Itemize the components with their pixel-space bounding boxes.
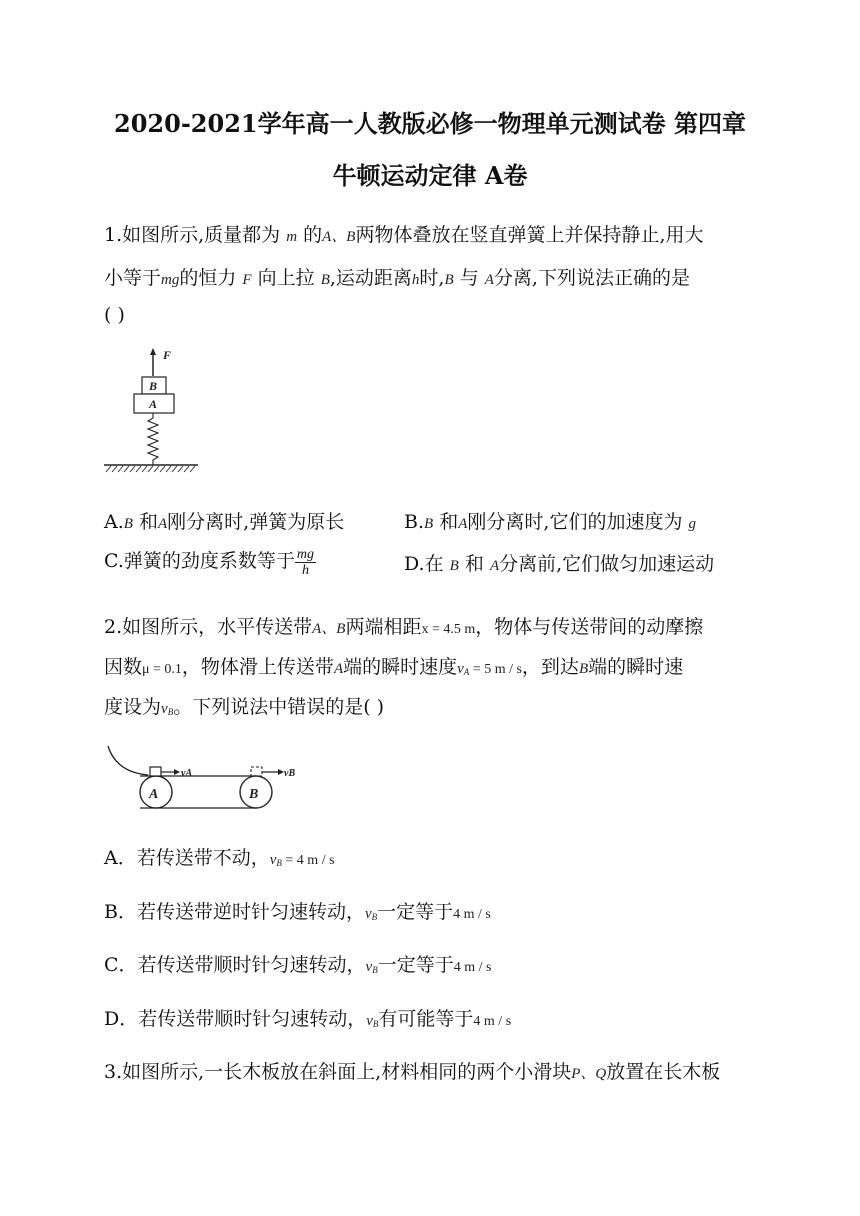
q1-line-3: ( ) xyxy=(104,304,125,326)
math-mu-value: μ = 0.1 xyxy=(142,662,182,677)
figure-label-b: B xyxy=(149,379,158,393)
q2-option-c: C．若传送带顺时针匀速转动，$v_B$一定等于4 m / s xyxy=(104,954,492,976)
q2-option-d: D．若传送带顺时针匀速转动，$v_B$有可能等于4 m / s xyxy=(104,1008,512,1030)
q1-option-a: A.B 和A刚分离时,弹簧为原长 xyxy=(104,511,345,533)
q1-option-d: D.在 B 和 A分离前,它们做匀加速运动 xyxy=(404,553,715,575)
incline-ramp xyxy=(108,746,148,775)
velocity-label-va: vA xyxy=(181,768,193,779)
q2-line-3: 度设为$v_B$。下列说法中错误的是( ) xyxy=(104,696,385,718)
q1-spring-figure xyxy=(100,344,204,476)
q2-line-2: 因数μ = 0.1，物体滑上传送带A端的瞬时速度$v_A = 5$ m / s，到达B端的瞬时速 xyxy=(104,656,684,678)
math-va: $v_A$ xyxy=(457,661,470,677)
math-vb: $v_B$ xyxy=(161,701,174,717)
block-start xyxy=(150,767,161,776)
q1-option-c: C.弹簧的劲度系数等于 $\frac{mg}{h}$ xyxy=(104,546,315,578)
q2-option-b: B．若传送带逆时针匀速转动，$v_B$一定等于4 m / s xyxy=(104,901,491,923)
math-h: h xyxy=(411,272,420,288)
q1-option-b: B.B 和A刚分离时,它们的加速度为 g xyxy=(404,511,697,533)
velocity-label-vb: vB xyxy=(284,768,296,779)
figure-label-a: A xyxy=(149,397,158,411)
spring xyxy=(148,413,158,465)
block-end-dashed xyxy=(251,767,262,776)
math-b: B xyxy=(320,272,330,288)
q2-conveyor-figure xyxy=(104,742,304,814)
math-x-value: x = 4.5 m xyxy=(421,622,476,637)
math-a: A xyxy=(484,272,494,288)
math-m: m xyxy=(286,229,298,245)
q1-line-1: 1.如图所示,质量都为 m 的A、B两物体叠放在竖直弹簧上并保持静止,用大 xyxy=(104,224,704,246)
q1-line-2: 小等于mg的恒力 F 向上拉 B,运动距离h时,B 与 A分离,下列说法正确的是 xyxy=(104,267,690,289)
pulley-label-b: B xyxy=(249,787,259,802)
title-line-2: 牛顿运动定律 A卷 xyxy=(332,161,528,190)
q2-option-a: A．若传送带不动，$v_B = 4$ m / s xyxy=(104,847,335,869)
q2-line-1: 2.如图所示，水平传送带A、B两端相距x = 4.5 m，物体与传送带间的动摩擦 xyxy=(104,616,704,638)
pulley-label-a: A xyxy=(149,787,159,802)
fraction-mg-over-h: $\frac{mg}{h}$ xyxy=(296,546,315,578)
title-line-1: 2020-2021学年高一人教版必修一物理单元测试卷 第四章 xyxy=(114,109,746,138)
math-mg: mg xyxy=(161,272,180,288)
q3-line-1: 3.如图所示,一长木板放在斜面上,材料相同的两个小滑块P、Q放置在长木板 xyxy=(104,1061,721,1083)
math-b: B xyxy=(444,272,454,288)
figure-label-f: F xyxy=(163,348,172,362)
math-f: F xyxy=(242,272,252,288)
math-ab: A、B xyxy=(322,229,356,245)
